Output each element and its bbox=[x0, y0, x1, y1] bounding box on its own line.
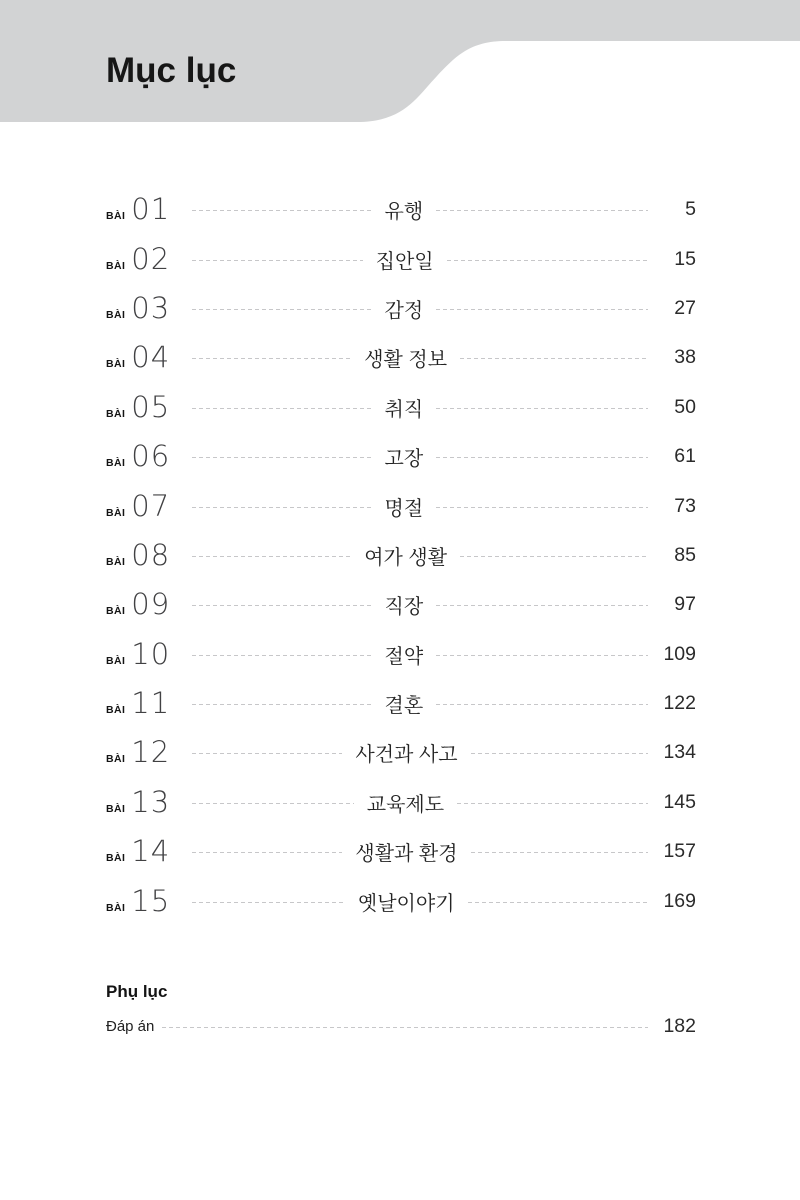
lesson-label: BÀI bbox=[106, 654, 126, 667]
lesson-number: 08 bbox=[131, 537, 171, 572]
leader-line bbox=[192, 408, 372, 409]
lesson-label: BÀI bbox=[106, 605, 126, 618]
table-of-contents bbox=[0, 185, 800, 1042]
leader-line bbox=[192, 753, 342, 754]
leader-line bbox=[468, 902, 648, 903]
lesson-title: 생활과 환경 bbox=[355, 843, 458, 866]
lesson-label-group bbox=[106, 488, 192, 523]
page-number: 15 bbox=[674, 247, 696, 270]
lesson-title: 옛날이야기 bbox=[357, 892, 455, 915]
toc-list bbox=[106, 185, 696, 926]
leader-line bbox=[162, 1027, 648, 1028]
lesson-label-group bbox=[106, 686, 192, 721]
lesson-number: 06 bbox=[131, 439, 171, 474]
page-number: 27 bbox=[674, 296, 696, 319]
leader-line bbox=[436, 309, 648, 310]
lesson-number: 10 bbox=[131, 636, 171, 671]
toc-row bbox=[106, 778, 696, 827]
lesson-label: BÀI bbox=[106, 852, 126, 865]
lesson-title: 감정 bbox=[384, 299, 424, 322]
appendix-item-label: Đáp án bbox=[106, 1018, 155, 1036]
page-number: 85 bbox=[674, 543, 696, 566]
page-number: 50 bbox=[674, 395, 696, 418]
lesson-number: 07 bbox=[131, 488, 171, 523]
lesson-label-group bbox=[106, 290, 192, 325]
toc-row bbox=[106, 630, 696, 679]
leader-line bbox=[436, 507, 648, 508]
lesson-label: BÀI bbox=[106, 308, 126, 321]
lesson-label: BÀI bbox=[106, 753, 126, 766]
lesson-label-group bbox=[106, 883, 192, 918]
lesson-label-group bbox=[106, 587, 192, 622]
lesson-number: 09 bbox=[131, 587, 171, 622]
toc-row bbox=[106, 284, 696, 333]
page-number: 5 bbox=[685, 198, 696, 221]
lesson-title: 교육제도 bbox=[366, 793, 445, 816]
lesson-title: 직장 bbox=[384, 596, 424, 619]
leader-line bbox=[192, 309, 372, 310]
lesson-label: BÀI bbox=[106, 407, 126, 420]
leader-line bbox=[192, 605, 372, 606]
lesson-label-group bbox=[106, 735, 192, 770]
lesson-number: 05 bbox=[131, 389, 171, 424]
lesson-label-group bbox=[106, 389, 192, 424]
appendix-heading: Phụ lục bbox=[106, 981, 168, 1001]
page-number: 145 bbox=[663, 790, 696, 813]
page-number: 38 bbox=[674, 346, 696, 369]
lesson-label-group bbox=[106, 537, 192, 572]
leader-line bbox=[192, 507, 372, 508]
leader-line bbox=[436, 704, 648, 705]
lesson-title: 생활 정보 bbox=[364, 349, 448, 372]
leader-line bbox=[192, 260, 363, 261]
lesson-label-group bbox=[106, 192, 192, 227]
leader-line bbox=[192, 210, 372, 211]
appendix-section bbox=[106, 982, 696, 1042]
leader-line bbox=[192, 902, 345, 903]
toc-row bbox=[106, 531, 696, 580]
leader-line bbox=[447, 260, 648, 261]
toc-row bbox=[106, 333, 696, 382]
lesson-label-group bbox=[106, 834, 192, 869]
page-number: 134 bbox=[663, 741, 696, 764]
lesson-number: 11 bbox=[131, 686, 171, 721]
lesson-title: 결혼 bbox=[384, 695, 424, 718]
lesson-label-group bbox=[106, 784, 192, 819]
lesson-title: 취직 bbox=[384, 398, 424, 421]
page-number: 182 bbox=[663, 1015, 696, 1038]
page-number: 122 bbox=[663, 692, 696, 715]
lesson-title: 유행 bbox=[384, 201, 424, 224]
leader-line bbox=[436, 210, 648, 211]
lesson-label-group bbox=[106, 340, 192, 375]
toc-row bbox=[106, 185, 696, 234]
toc-row bbox=[106, 481, 696, 530]
page-number: 157 bbox=[663, 840, 696, 863]
lesson-label: BÀI bbox=[106, 901, 126, 914]
toc-row bbox=[106, 432, 696, 481]
lesson-number: 12 bbox=[131, 735, 171, 770]
lesson-title: 명절 bbox=[384, 497, 424, 520]
leader-line bbox=[192, 655, 372, 656]
page-number: 73 bbox=[674, 494, 696, 517]
lesson-number: 04 bbox=[131, 340, 171, 375]
appendix-row bbox=[106, 1012, 696, 1042]
toc-row bbox=[106, 383, 696, 432]
toc-row bbox=[106, 876, 696, 925]
toc-row bbox=[106, 728, 696, 777]
page-number: 61 bbox=[674, 445, 696, 468]
lesson-number: 14 bbox=[131, 834, 171, 869]
page-title: Mục lục bbox=[106, 51, 237, 90]
leader-line bbox=[471, 753, 648, 754]
lesson-label: BÀI bbox=[106, 358, 126, 371]
leader-line bbox=[460, 556, 648, 557]
leader-line bbox=[460, 358, 648, 359]
lesson-label: BÀI bbox=[106, 704, 126, 717]
page-number: 97 bbox=[674, 593, 696, 616]
lesson-number: 13 bbox=[131, 784, 171, 819]
toc-row bbox=[106, 234, 696, 283]
leader-line bbox=[436, 408, 648, 409]
lesson-label: BÀI bbox=[106, 457, 126, 470]
lesson-number: 01 bbox=[131, 192, 171, 227]
toc-row bbox=[106, 679, 696, 728]
toc-row bbox=[106, 827, 696, 876]
lesson-label: BÀI bbox=[106, 555, 126, 568]
leader-line bbox=[192, 358, 351, 359]
leader-line bbox=[192, 803, 354, 804]
lesson-title: 집안일 bbox=[375, 250, 434, 273]
page-number: 109 bbox=[663, 642, 696, 665]
header-band bbox=[0, 0, 800, 123]
leader-line bbox=[192, 556, 351, 557]
leader-line bbox=[436, 605, 648, 606]
leader-line bbox=[192, 852, 342, 853]
leader-line bbox=[471, 852, 648, 853]
lesson-title: 여가 생활 bbox=[364, 546, 448, 569]
lesson-title: 고장 bbox=[384, 448, 424, 471]
leader-line bbox=[457, 803, 648, 804]
lesson-label: BÀI bbox=[106, 802, 126, 815]
lesson-label-group bbox=[106, 241, 192, 276]
page-number: 169 bbox=[663, 889, 696, 912]
lesson-title: 절약 bbox=[384, 645, 424, 668]
lesson-number: 15 bbox=[131, 883, 171, 918]
lesson-number: 03 bbox=[131, 290, 171, 325]
leader-line bbox=[436, 655, 648, 656]
lesson-label-group bbox=[106, 636, 192, 671]
lesson-label-group bbox=[106, 439, 192, 474]
leader-line bbox=[436, 457, 648, 458]
leader-line bbox=[192, 457, 372, 458]
lesson-title: 사건과 사고 bbox=[355, 744, 458, 767]
lesson-label: BÀI bbox=[106, 259, 126, 272]
lesson-label: BÀI bbox=[106, 210, 126, 223]
leader-line bbox=[192, 704, 372, 705]
lesson-number: 02 bbox=[131, 241, 171, 276]
toc-row bbox=[106, 580, 696, 629]
lesson-label: BÀI bbox=[106, 506, 126, 519]
